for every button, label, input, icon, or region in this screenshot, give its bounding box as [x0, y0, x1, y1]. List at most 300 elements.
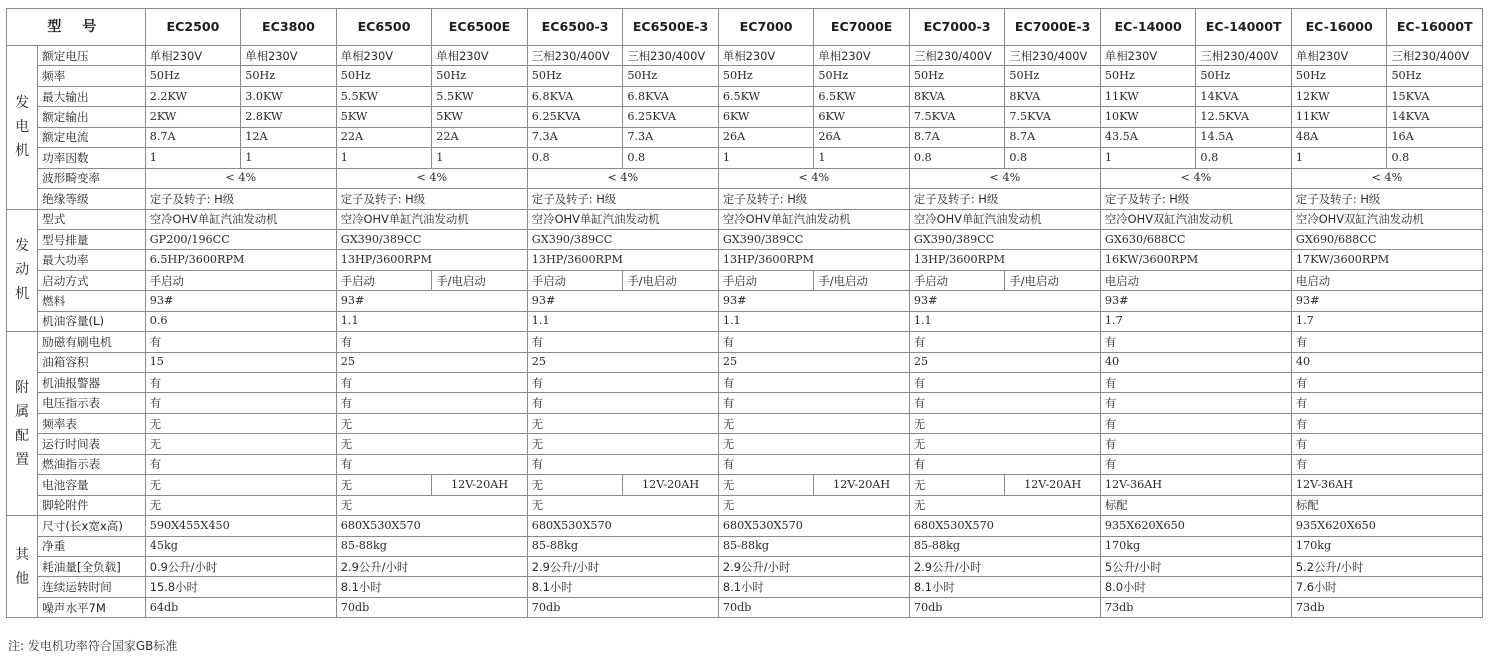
value-cell: 6.8KVA [623, 86, 719, 106]
value-cell: 无 [527, 413, 718, 433]
value-cell: 13HP/3600RPM [527, 250, 718, 270]
section-label [7, 332, 38, 516]
value-cell: 22A [336, 127, 432, 147]
value-cell: 无 [718, 495, 909, 515]
value-cell: 680X530X570 [909, 516, 1100, 536]
value-cell: 2.9公升/小时 [909, 556, 1100, 576]
parameter-label: 波形畸变率 [38, 168, 146, 188]
value-cell: 5.5KW [432, 86, 528, 106]
value-cell: 三相230/400V [1005, 46, 1101, 66]
value-cell: 93# [909, 291, 1100, 311]
table-row [7, 209, 1483, 229]
value-cell: 单相230V [814, 46, 910, 66]
value-cell: 单相230V [145, 46, 241, 66]
value-cell: 定子及转子: H级 [527, 189, 718, 209]
value-cell: < 4% [527, 168, 718, 188]
value-cell: 手/电启动 [432, 270, 528, 290]
value-cell: 50Hz [145, 66, 241, 86]
section-label-text: 其他 [15, 546, 30, 587]
value-cell: 16A [1387, 127, 1483, 147]
value-cell: 有 [1291, 413, 1482, 433]
value-cell: 空冷OHV单缸汽油发动机 [909, 209, 1100, 229]
model-header-cell: EC6500 [336, 9, 432, 46]
value-cell: 12V-20AH [814, 475, 910, 495]
value-cell: 85-88kg [909, 536, 1100, 556]
value-cell: 12V-36AH [1100, 475, 1291, 495]
value-cell: 73db [1291, 597, 1482, 617]
value-cell: 有 [527, 454, 718, 474]
value-cell: 有 [1291, 454, 1482, 474]
section-label-text: 发动机 [15, 238, 30, 303]
value-cell: 15 [145, 352, 336, 372]
parameter-label: 净重 [38, 536, 146, 556]
value-cell: 680X530X570 [718, 516, 909, 536]
value-cell: 6KW [814, 107, 910, 127]
table-row [7, 516, 1483, 536]
value-cell: 8KVA [1005, 86, 1101, 106]
value-cell: 680X530X570 [336, 516, 527, 536]
value-cell: 50Hz [336, 66, 432, 86]
value-cell: 1 [432, 148, 528, 168]
section-label [7, 516, 38, 618]
value-cell: 93# [527, 291, 718, 311]
table-header [7, 9, 1483, 46]
value-cell: 三相230/400V [527, 46, 623, 66]
table-row [7, 189, 1483, 209]
value-cell: 2.9公升/小时 [336, 556, 527, 576]
model-header-cell: EC7000 [718, 9, 814, 46]
value-cell: 有 [1291, 332, 1482, 352]
value-cell: 12A [241, 127, 337, 147]
value-cell: 5KW [432, 107, 528, 127]
model-header-cell: EC-14000 [1100, 9, 1196, 46]
value-cell: 25 [909, 352, 1100, 372]
value-cell: 50Hz [527, 66, 623, 86]
model-header-cell: EC2500 [145, 9, 241, 46]
value-cell: 70db [909, 597, 1100, 617]
value-cell: 26A [814, 127, 910, 147]
parameter-label: 运行时间表 [38, 434, 146, 454]
value-cell: 有 [909, 373, 1100, 393]
value-cell: 无 [718, 434, 909, 454]
table-row [7, 495, 1483, 515]
value-cell: 70db [718, 597, 909, 617]
value-cell: 0.8 [1387, 148, 1483, 168]
value-cell: 三相230/400V [1196, 46, 1292, 66]
value-cell: 标配 [1291, 495, 1482, 515]
value-cell: 无 [718, 475, 814, 495]
model-header-cell: EC6500E-3 [623, 9, 719, 46]
parameter-label: 额定电压 [38, 46, 146, 66]
value-cell: 6.5HP/3600RPM [145, 250, 336, 270]
value-cell: 8.7A [145, 127, 241, 147]
parameter-label: 型号排量 [38, 229, 146, 249]
value-cell: 定子及转子: H级 [909, 189, 1100, 209]
value-cell: 有 [145, 332, 336, 352]
value-cell: 50Hz [1387, 66, 1483, 86]
value-cell: 6.25KVA [527, 107, 623, 127]
value-cell: 48A [1291, 127, 1387, 147]
value-cell: 定子及转子: H级 [336, 189, 527, 209]
value-cell: 85-88kg [718, 536, 909, 556]
value-cell: 2.9公升/小时 [718, 556, 909, 576]
value-cell: 6KW [718, 107, 814, 127]
table-row [7, 373, 1483, 393]
table-row [7, 556, 1483, 576]
value-cell: 50Hz [814, 66, 910, 86]
value-cell: 有 [1291, 373, 1482, 393]
table-row [7, 66, 1483, 86]
value-cell: GX630/688CC [1100, 229, 1291, 249]
value-cell: 有 [336, 393, 527, 413]
value-cell: 8.1小时 [336, 577, 527, 597]
value-cell: 10KW [1100, 107, 1196, 127]
value-cell: 标配 [1100, 495, 1291, 515]
parameter-label: 燃料 [38, 291, 146, 311]
value-cell: 无 [527, 495, 718, 515]
value-cell: < 4% [718, 168, 909, 188]
value-cell: 11KW [1291, 107, 1387, 127]
table-row [7, 413, 1483, 433]
value-cell: 单相230V [336, 46, 432, 66]
parameter-label: 连续运转时间 [38, 577, 146, 597]
value-cell: 26A [718, 127, 814, 147]
value-cell: 有 [145, 373, 336, 393]
value-cell: 有 [1291, 393, 1482, 413]
value-cell: 手/电启动 [623, 270, 719, 290]
value-cell: 12V-20AH [623, 475, 719, 495]
value-cell: 170kg [1100, 536, 1291, 556]
table-row [7, 536, 1483, 556]
value-cell: < 4% [909, 168, 1100, 188]
value-cell: 无 [336, 434, 527, 454]
parameter-label: 电压指示表 [38, 393, 146, 413]
value-cell: 有 [145, 393, 336, 413]
spec-table [6, 8, 1483, 618]
value-cell: 0.8 [909, 148, 1005, 168]
value-cell: 3.0KW [241, 86, 337, 106]
value-cell: 手/电启动 [814, 270, 910, 290]
value-cell: 有 [718, 373, 909, 393]
section-label [7, 46, 38, 210]
value-cell: 空冷OHV双缸汽油发动机 [1291, 209, 1482, 229]
value-cell: 有 [336, 454, 527, 474]
value-cell: 14KVA [1196, 86, 1292, 106]
value-cell: 50Hz [623, 66, 719, 86]
value-cell: 单相230V [241, 46, 337, 66]
value-cell: 8.0小时 [1100, 577, 1291, 597]
value-cell: 有 [1100, 434, 1291, 454]
value-cell: 93# [718, 291, 909, 311]
table-row [7, 127, 1483, 147]
value-cell: 8KVA [909, 86, 1005, 106]
value-cell: 0.8 [1005, 148, 1101, 168]
value-cell: 40 [1291, 352, 1482, 372]
value-cell: 三相230/400V [909, 46, 1005, 66]
value-cell: 空冷OHV单缸汽油发动机 [718, 209, 909, 229]
value-cell: 12.5KVA [1196, 107, 1292, 127]
value-cell: 1.7 [1100, 311, 1291, 331]
value-cell: 有 [1100, 454, 1291, 474]
value-cell: 680X530X570 [527, 516, 718, 536]
value-cell: 14KVA [1387, 107, 1483, 127]
value-cell: 50Hz [1100, 66, 1196, 86]
value-cell: 50Hz [241, 66, 337, 86]
value-cell: < 4% [1291, 168, 1482, 188]
value-cell: 85-88kg [336, 536, 527, 556]
value-cell: 5.2公升/小时 [1291, 556, 1482, 576]
value-cell: GX390/389CC [527, 229, 718, 249]
value-cell: 有 [718, 454, 909, 474]
value-cell: 8.1小时 [718, 577, 909, 597]
value-cell: 70db [527, 597, 718, 617]
value-cell: 73db [1100, 597, 1291, 617]
model-title-cell: 型 号 [7, 9, 146, 46]
value-cell: 8.1小时 [909, 577, 1100, 597]
value-cell: 手启动 [336, 270, 432, 290]
value-cell: 25 [718, 352, 909, 372]
value-cell: 1 [1291, 148, 1387, 168]
value-cell: 7.3A [623, 127, 719, 147]
value-cell: 13HP/3600RPM [718, 250, 909, 270]
table-row [7, 270, 1483, 290]
table-row [7, 434, 1483, 454]
model-header-cell: EC7000-3 [909, 9, 1005, 46]
parameter-label: 噪声水平7M [38, 597, 146, 617]
value-cell: 7.5KVA [909, 107, 1005, 127]
model-header-cell: EC7000E [814, 9, 910, 46]
value-cell: 2KW [145, 107, 241, 127]
value-cell: 无 [145, 495, 336, 515]
table-row [7, 577, 1483, 597]
value-cell: 2.8KW [241, 107, 337, 127]
section-label-text: 附属配置 [15, 379, 30, 468]
value-cell: 定子及转子: H级 [145, 189, 336, 209]
value-cell: 50Hz [718, 66, 814, 86]
table-row [7, 475, 1483, 495]
value-cell: 935X620X650 [1291, 516, 1482, 536]
value-cell: 6.25KVA [623, 107, 719, 127]
table-row [7, 250, 1483, 270]
parameter-label: 电池容量 [38, 475, 146, 495]
value-cell: 7.6小时 [1291, 577, 1482, 597]
value-cell: 7.3A [527, 127, 623, 147]
table-row [7, 454, 1483, 474]
value-cell: 无 [336, 475, 432, 495]
value-cell: 手启动 [527, 270, 623, 290]
value-cell: 6.5KW [718, 86, 814, 106]
value-cell: 无 [527, 434, 718, 454]
value-cell: 空冷OHV单缸汽油发动机 [336, 209, 527, 229]
table-row [7, 148, 1483, 168]
value-cell: 有 [1291, 434, 1482, 454]
table-body [7, 46, 1483, 618]
section-label [7, 209, 38, 332]
value-cell: 8.7A [909, 127, 1005, 147]
table-row [7, 311, 1483, 331]
value-cell: 93# [1291, 291, 1482, 311]
header-row [7, 9, 1483, 46]
value-cell: 17KW/3600RPM [1291, 250, 1482, 270]
value-cell: < 4% [336, 168, 527, 188]
value-cell: 无 [145, 434, 336, 454]
value-cell: 无 [909, 413, 1100, 433]
value-cell: 0.8 [527, 148, 623, 168]
parameter-label: 励磁有刷电机 [38, 332, 146, 352]
table-row [7, 46, 1483, 66]
parameter-label: 绝缘等级 [38, 189, 146, 209]
value-cell: 0.9公升/小时 [145, 556, 336, 576]
value-cell: 5.5KW [336, 86, 432, 106]
value-cell: 有 [527, 393, 718, 413]
value-cell: 0.8 [623, 148, 719, 168]
value-cell: 15KVA [1387, 86, 1483, 106]
value-cell: 三相230/400V [623, 46, 719, 66]
table-row [7, 229, 1483, 249]
parameter-label: 最大功率 [38, 250, 146, 270]
value-cell: 85-88kg [527, 536, 718, 556]
value-cell: 1.7 [1291, 311, 1482, 331]
value-cell: 有 [909, 332, 1100, 352]
value-cell: 93# [336, 291, 527, 311]
value-cell: 手启动 [718, 270, 814, 290]
value-cell: 1 [145, 148, 241, 168]
value-cell: 8.7A [1005, 127, 1101, 147]
value-cell: 有 [909, 454, 1100, 474]
parameter-label: 额定输出 [38, 107, 146, 127]
value-cell: 50Hz [909, 66, 1005, 86]
value-cell: GX390/389CC [718, 229, 909, 249]
value-cell: 1 [814, 148, 910, 168]
value-cell: 有 [718, 332, 909, 352]
value-cell: 6.8KVA [527, 86, 623, 106]
value-cell: 11KW [1100, 86, 1196, 106]
value-cell: 1 [718, 148, 814, 168]
value-cell: 25 [336, 352, 527, 372]
value-cell: 8.1小时 [527, 577, 718, 597]
footer-note: 注: 发电机功率符合国家GB标准 [8, 639, 178, 653]
value-cell: 170kg [1291, 536, 1482, 556]
table-row [7, 168, 1483, 188]
value-cell: 50Hz [1005, 66, 1101, 86]
value-cell: 1.1 [909, 311, 1100, 331]
value-cell: 单相230V [1291, 46, 1387, 66]
value-cell: 2.9公升/小时 [527, 556, 718, 576]
table-row [7, 393, 1483, 413]
value-cell: 935X620X650 [1100, 516, 1291, 536]
value-cell: 有 [527, 332, 718, 352]
value-cell: 1 [1100, 148, 1196, 168]
value-cell: 13HP/3600RPM [909, 250, 1100, 270]
value-cell: 定子及转子: H级 [1291, 189, 1482, 209]
value-cell: 50Hz [1196, 66, 1292, 86]
value-cell: 三相230/400V [1387, 46, 1483, 66]
value-cell: 有 [1100, 413, 1291, 433]
value-cell: 有 [1100, 393, 1291, 413]
value-cell: 0.6 [145, 311, 336, 331]
model-header-cell: EC6500-3 [527, 9, 623, 46]
value-cell: GP200/196CC [145, 229, 336, 249]
value-cell: 电启动 [1100, 270, 1291, 290]
table-row [7, 352, 1483, 372]
value-cell: 5公升/小时 [1100, 556, 1291, 576]
table-row [7, 332, 1483, 352]
value-cell: 5KW [336, 107, 432, 127]
parameter-label: 耗油量[全负载] [38, 556, 146, 576]
value-cell: 13HP/3600RPM [336, 250, 527, 270]
value-cell: 有 [718, 393, 909, 413]
value-cell: 590X455X450 [145, 516, 336, 536]
model-header-cell: EC-14000T [1196, 9, 1292, 46]
value-cell: GX390/389CC [909, 229, 1100, 249]
parameter-label: 机油容量(L) [38, 311, 146, 331]
value-cell: 手启动 [909, 270, 1005, 290]
value-cell: 单相230V [432, 46, 528, 66]
value-cell: 空冷OHV单缸汽油发动机 [145, 209, 336, 229]
value-cell: 有 [336, 332, 527, 352]
model-header-cell: EC6500E [432, 9, 528, 46]
value-cell: 单相230V [1100, 46, 1196, 66]
value-cell: 无 [336, 413, 527, 433]
parameter-label: 油箱容积 [38, 352, 146, 372]
value-cell: 12KW [1291, 86, 1387, 106]
value-cell: 50Hz [432, 66, 528, 86]
value-cell: 40 [1100, 352, 1291, 372]
parameter-label: 尺寸(长x宽x高) [38, 516, 146, 536]
value-cell: 16KW/3600RPM [1100, 250, 1291, 270]
value-cell: 有 [145, 454, 336, 474]
value-cell: 手/电启动 [1005, 270, 1101, 290]
value-cell: 2.2KW [145, 86, 241, 106]
value-cell: 单相230V [718, 46, 814, 66]
parameter-label: 频率 [38, 66, 146, 86]
parameter-label: 机油报警器 [38, 373, 146, 393]
value-cell: 7.5KVA [1005, 107, 1101, 127]
value-cell: 64db [145, 597, 336, 617]
value-cell: 1.1 [527, 311, 718, 331]
value-cell: 无 [336, 495, 527, 515]
parameter-label: 最大输出 [38, 86, 146, 106]
value-cell: 6.5KW [814, 86, 910, 106]
parameter-label: 功率因数 [38, 148, 146, 168]
table-row [7, 291, 1483, 311]
model-header-cell: EC3800 [241, 9, 337, 46]
value-cell: 定子及转子: H级 [1100, 189, 1291, 209]
table-row [7, 597, 1483, 617]
value-cell: 12V-20AH [432, 475, 528, 495]
model-header-cell: EC-16000T [1387, 9, 1483, 46]
value-cell: GX690/688CC [1291, 229, 1482, 249]
value-cell: 无 [909, 495, 1100, 515]
value-cell: 93# [1100, 291, 1291, 311]
value-cell: 定子及转子: H级 [718, 189, 909, 209]
value-cell: 空冷OHV双缸汽油发动机 [1100, 209, 1291, 229]
value-cell: 93# [145, 291, 336, 311]
value-cell: 1.1 [336, 311, 527, 331]
value-cell: 无 [145, 475, 336, 495]
value-cell: 70db [336, 597, 527, 617]
value-cell: 1 [241, 148, 337, 168]
value-cell: 无 [527, 475, 623, 495]
value-cell: 43.5A [1100, 127, 1196, 147]
model-header-cell: EC7000E-3 [1005, 9, 1101, 46]
value-cell: 有 [336, 373, 527, 393]
parameter-label: 燃油指示表 [38, 454, 146, 474]
value-cell: 1.1 [718, 311, 909, 331]
value-cell: 12V-36AH [1291, 475, 1482, 495]
value-cell: 无 [718, 413, 909, 433]
section-label-text: 发电机 [15, 95, 30, 160]
